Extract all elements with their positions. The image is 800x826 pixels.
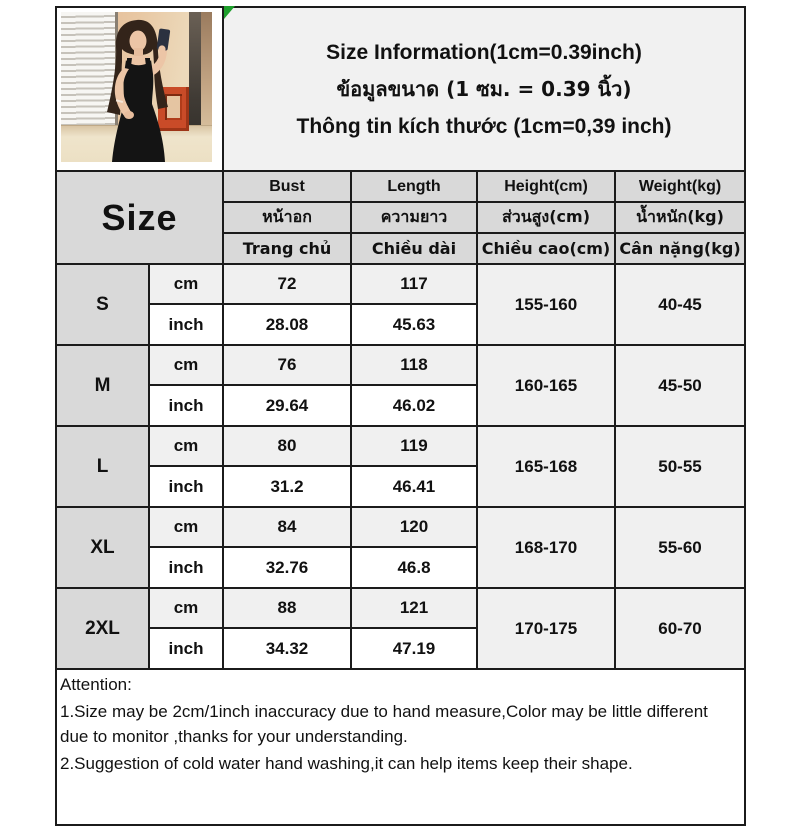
product-photo [61, 12, 212, 162]
header-length-vi: Chiều dài [351, 233, 477, 264]
header-bust-th: หน้าอก [223, 202, 351, 233]
table-row [56, 264, 745, 304]
header-height-th: ส่วนสูง(cm) [477, 202, 615, 233]
length-cm-value: 118 [351, 345, 477, 385]
length-inch-value: 46.02 [351, 385, 477, 426]
bust-inch-value: 31.2 [223, 466, 351, 507]
height-range-value: 168-170 [477, 507, 615, 588]
weight-range-value: 60-70 [615, 588, 745, 669]
weight-range-value: 40-45 [615, 264, 745, 345]
size-value: S [56, 264, 149, 345]
bust-cm-value: 76 [223, 345, 351, 385]
length-inch-value: 46.41 [351, 466, 477, 507]
unit-inch-label: inch [149, 547, 223, 588]
length-cm-value: 121 [351, 588, 477, 628]
green-corner-marker [224, 6, 235, 19]
page-title-vi: Thông tin kích thước (1cm=0,39 inch) [296, 114, 672, 138]
unit-cm-label: cm [149, 264, 223, 304]
weight-range-value: 55-60 [615, 507, 745, 588]
height-range-value: 170-175 [477, 588, 615, 669]
table-row [56, 588, 745, 628]
header-row-en [56, 171, 745, 202]
height-range-value: 160-165 [477, 345, 615, 426]
length-inch-value: 47.19 [351, 628, 477, 669]
page-title-th: ข้อมูลขนาด (1 ซม. = 0.39 นิ้ว) [336, 76, 632, 101]
unit-inch-label: inch [149, 628, 223, 669]
unit-cm-label: cm [149, 507, 223, 547]
product-photo-cell [56, 7, 223, 171]
size-information-title [223, 7, 745, 171]
length-cm-value: 119 [351, 426, 477, 466]
bust-cm-value: 84 [223, 507, 351, 547]
attention-note-1: 1.Size may be 2cm/1inch inaccuracy due to hand measure,Color may be little different due to monitor ,thanks for your understanding. [60, 702, 708, 746]
weight-range-value: 45-50 [615, 345, 745, 426]
title-row [56, 7, 745, 171]
unit-inch-label: inch [149, 385, 223, 426]
length-cm-value: 117 [351, 264, 477, 304]
table-row [56, 426, 745, 466]
bust-inch-value: 29.64 [223, 385, 351, 426]
header-height-en: Height(cm) [477, 171, 615, 202]
bust-inch-value: 34.32 [223, 628, 351, 669]
unit-cm-label: cm [149, 345, 223, 385]
header-height-vi: Chiều cao(cm) [477, 233, 615, 264]
header-weight-en: Weight(kg) [615, 171, 745, 202]
bust-cm-value: 88 [223, 588, 351, 628]
weight-range-value: 50-55 [615, 426, 745, 507]
height-range-value: 165-168 [477, 426, 615, 507]
size-chart-sheet [55, 6, 745, 826]
model-silhouette [61, 12, 212, 162]
bust-cm-value: 80 [223, 426, 351, 466]
bust-cm-value: 72 [223, 264, 351, 304]
attention-heading: Attention: [60, 675, 132, 694]
bust-inch-value: 28.08 [223, 304, 351, 345]
size-value: L [56, 426, 149, 507]
table-row [56, 507, 745, 547]
length-inch-value: 46.8 [351, 547, 477, 588]
header-weight-vi: Cân nặng(kg) [615, 233, 745, 264]
header-length-en: Length [351, 171, 477, 202]
unit-cm-label: cm [149, 588, 223, 628]
header-length-th: ความยาว [351, 202, 477, 233]
unit-inch-label: inch [149, 466, 223, 507]
size-value: XL [56, 507, 149, 588]
size-column-header [56, 171, 223, 264]
size-value: 2XL [56, 588, 149, 669]
header-weight-th: น้ำหนัก(kg) [615, 202, 745, 233]
length-inch-value: 45.63 [351, 304, 477, 345]
header-bust-en: Bust [223, 171, 351, 202]
size-table [55, 6, 746, 826]
length-cm-value: 120 [351, 507, 477, 547]
page-title-en: Size Information(1cm=0.39inch) [326, 40, 642, 64]
table-row [56, 345, 745, 385]
attention-section [56, 669, 745, 825]
size-header-label: Size [101, 196, 178, 238]
size-value: M [56, 345, 149, 426]
attention-row [56, 669, 745, 825]
attention-note-2: 2.Suggestion of cold water hand washing,it can help items keep their shape. [60, 754, 633, 773]
unit-cm-label: cm [149, 426, 223, 466]
height-range-value: 155-160 [477, 264, 615, 345]
bust-inch-value: 32.76 [223, 547, 351, 588]
header-bust-vi: Trang chủ [223, 233, 351, 264]
unit-inch-label: inch [149, 304, 223, 345]
